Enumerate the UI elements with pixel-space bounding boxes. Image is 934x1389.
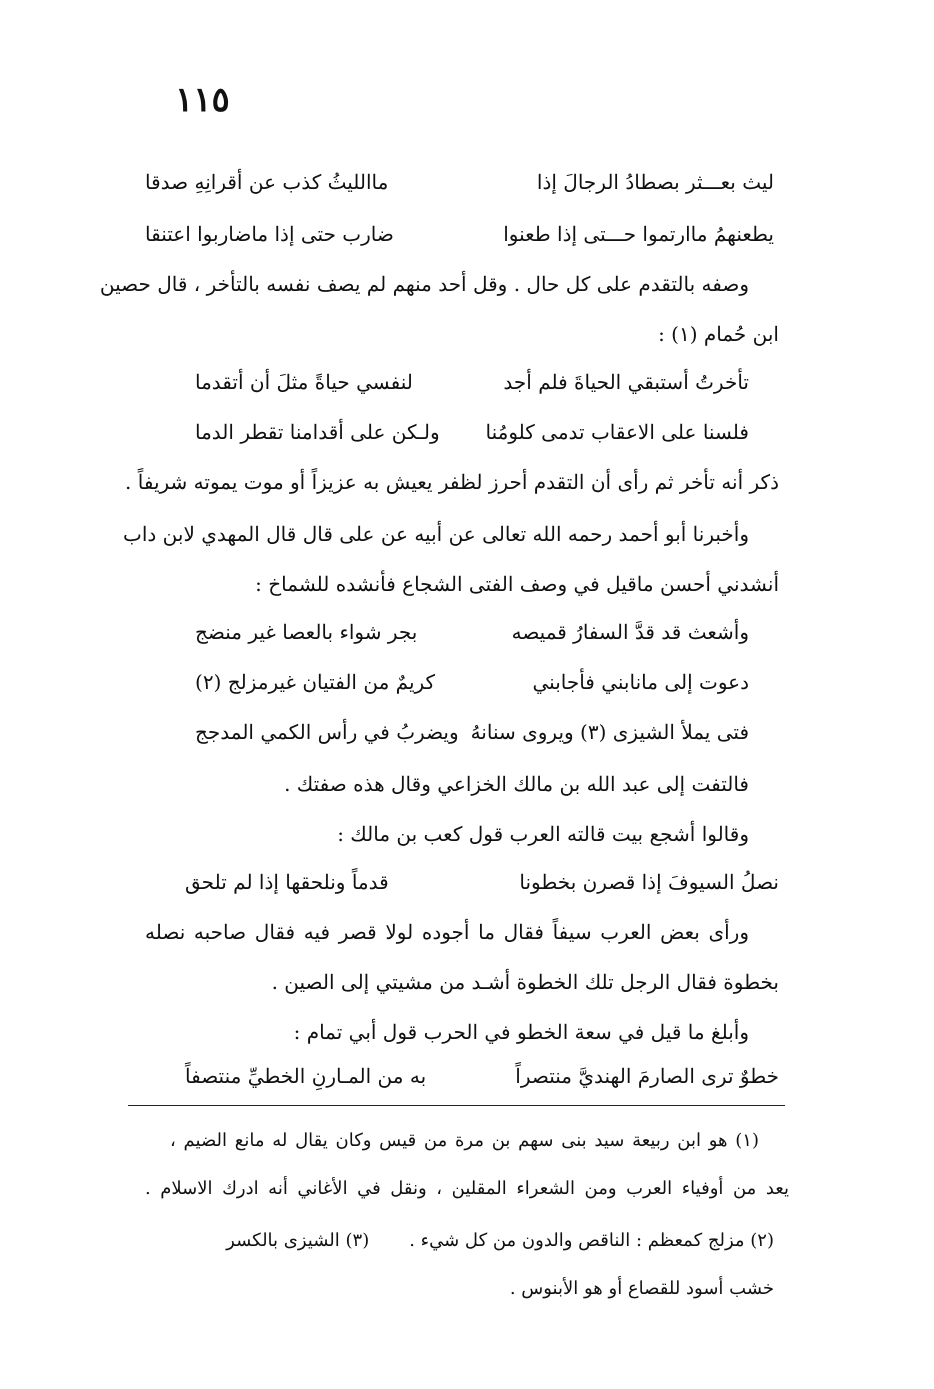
verse-first-hemistich: فلسنا على الاعقاب تدمى كلومُنا [485,420,749,444]
footnote-2: (٢) مزلج كمعظم : الناقص والدون من كل شيء . [409,1230,774,1251]
verse-first-hemistich: فتى يملأ الشيزى (٣) ويروى سنانهُ [470,720,749,744]
verse-second-hemistich: بجر شواء بالعصا غير منضج [195,620,418,644]
verse-line [195,418,749,446]
prose-line: وأخبرنا أبو أحمد رحمه الله تعالى عن أبيه عن على قال قال المهدي لابن داب [123,522,749,546]
prose-line: أنشدني أحسن ماقيل في وصف الفتى الشجاع فأنشده للشماخ : [255,572,779,596]
verse-line [185,868,779,896]
prose-line: ورأى بعض العرب سيفاً فقال ما أجوده لولا قصر فيه فقال صاحبه نصله [145,920,749,944]
verse-line [195,368,749,396]
prose-line: بخطوة فقال الرجل تلك الخطوة أشـد من مشيتي إلى الصين . [271,970,779,994]
verse-line [185,1062,779,1090]
verse-first-hemistich: نصلُ السيوفَ إذا قصرن بخطونا [519,870,779,894]
verse-line [145,168,774,196]
verse-first-hemistich: دعوت إلى مانابني فأجابني [532,670,749,694]
verse-first-hemistich: تأخرتُ أستبقي الحياةَ فلم أجد [503,370,749,394]
verse-second-hemistich: به من المـارنِ الخطيِّ منتصفاً [185,1064,427,1088]
prose-line: وقالوا أشجع بيت قالته العرب قول كعب بن مالك : [337,822,749,846]
prose-line: ابن حُمام (١) : [658,322,779,346]
verse-second-hemistich: ماالليثُ كذب عن أقرانِهِ صدقا [145,170,389,194]
verse-first-hemistich: خطوٌ ترى الصارمَ الهنديَّ منتصراً [515,1064,779,1088]
verse-line [195,668,749,696]
verse-second-hemistich: قدماً ونلحقها إذا لم تلحق [185,870,389,894]
verse-second-hemistich: ضارب حتى إذا ماضاربوا اعتنقا [145,222,394,246]
footnote-1-continued: يعد من أوفياء العرب ومن الشعراء المقلين ، ونقل في الأغاني أنه ادرك الاسلام . [145,1178,789,1199]
verse-second-hemistich: ولـكن على أقدامنا تقطر الدما [195,420,440,444]
verse-first-hemistich: ليث بعـــثر بصطادُ الرجالَ إذا [536,170,774,194]
prose-line: وأبلغ ما قيل في سعة الخطو في الحرب قول أبي تمام : [293,1020,749,1044]
page-number: ١١٥ [175,80,230,120]
footnote-3-continued: خشب أسود للقصاع أو هو الأبنوس . [509,1278,774,1299]
verse-line [145,220,774,248]
verse-first-hemistich: وأشعث قد قدَّ السفارُ قميصه [511,620,749,644]
footnote-1: (١) هو ابن ربيعة سيد بنى سهم بن مرة من قيس وكان يقال له مانع الضيم ، [170,1130,759,1151]
verse-second-hemistich: كريمٌ من الفتيان غيرمزلج (٢) [195,670,436,694]
prose-line: ذكر أنه تأخر ثم رأى أن التقدم أحرز لظفر يعيش به عزيزاً أو موت يموته شريفاً . [125,470,779,494]
footnote-2-3-line [226,1228,774,1254]
verse-second-hemistich: ويضربُ في رأس الكمي المدجج [195,720,459,744]
footnote-divider [128,1105,785,1106]
verse-second-hemistich: لنفسي حياةً مثلَ أن أتقدما [195,370,413,394]
footnote-3: (٣) الشيزى بالكسر [226,1230,370,1251]
prose-line: فالتفت إلى عبد الله بن مالك الخزاعي وقال هذه صفتك . [284,772,749,796]
prose-line: وصفه بالتقدم على كل حال . وقل أحد منهم لم يصف نفسه بالتأخر ، قال حصين [99,272,749,296]
verse-first-hemistich: يطعنهمُ ماارتموا حـــتى إذا طعنوا [503,222,774,246]
verse-line [195,718,749,746]
verse-line [195,618,749,646]
